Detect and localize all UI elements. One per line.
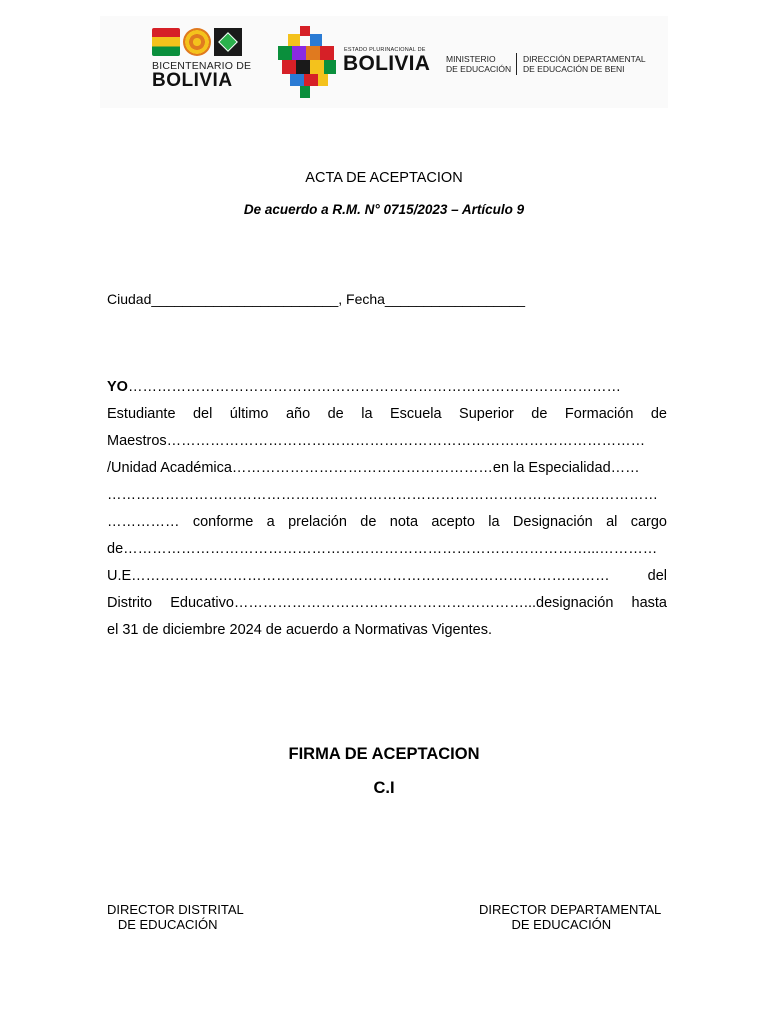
header-divider [516, 53, 517, 75]
yo-line [107, 374, 667, 401]
ci-label: C.I [373, 779, 395, 797]
spiral-icon [183, 28, 211, 56]
body-line-8: U.E……………………………………………………………………………………… del [107, 568, 667, 584]
document-title: ACTA DE ACEPTACION [305, 170, 463, 186]
diamond-icon [214, 28, 242, 56]
body-line-7: de……………………………………………………………………………………...………… [107, 541, 658, 557]
yo-label: YO [107, 379, 128, 395]
body-line-2: Estudiante del último año de la Escuela Superior de Formación de [107, 406, 667, 422]
ministerio-label [446, 54, 511, 74]
ministerio-line1: MINISTERIO [446, 54, 496, 64]
director-distrital-signature: DIRECTOR DISTRITAL DE EDUCACIÓN [107, 902, 244, 932]
bicentenario-logo [152, 28, 252, 98]
header-logos-banner [100, 16, 668, 108]
body-line-6: …………… conforme a prelación de nota acepto la Designación al cargo [107, 514, 667, 530]
bicentenario-subtitle: BICENTENARIO DE [152, 60, 252, 72]
body-line-9: Distrito Educativo……………………………………………………...designación hasta [107, 595, 667, 611]
firma-heading: FIRMA DE ACEPTACION [288, 745, 480, 763]
ciudad-fecha-line: Ciudad________________________, Fecha__________________ [107, 291, 526, 307]
director-departamental-signature: DIRECTOR DEPARTAMENTAL DE EDUCACIÓN [479, 902, 662, 932]
estado-plurinacional-emblem-icon [278, 26, 340, 100]
flag-icon [152, 28, 180, 56]
estado-plurinacional-label: ESTADO PLURINACIONAL DE [344, 47, 426, 53]
body-line-5: …………………………………………………………………………………………………… [107, 487, 658, 503]
acceptance-body [107, 374, 667, 644]
direccion-label [523, 54, 646, 74]
document-subtitle: De acuerdo a R.M. N° 0715/2023 – Artículo 9 [243, 202, 525, 217]
yo-dots: ………………………………………………………………………………………… [127, 379, 621, 395]
body-line-10: el 31 de diciembre 2024 de acuerdo a Normativas Vigentes. [107, 622, 493, 638]
bolivia-wordmark: BOLIVIA [343, 52, 431, 75]
direccion-line2: DE EDUCACIÓN DE BENI [523, 64, 625, 74]
body-line-3: Maestros……………………………………………………………………………………… [107, 433, 646, 449]
bicentenario-icons [152, 28, 252, 56]
body-line-4: /Unidad Académica………………………………………………en la Especialidad…… [107, 460, 640, 476]
direccion-line1: DIRECCIÓN DEPARTAMENTAL [523, 54, 646, 64]
bicentenario-title: BOLIVIA [152, 70, 233, 91]
ministerio-line2: DE EDUCACIÓN [446, 64, 512, 74]
